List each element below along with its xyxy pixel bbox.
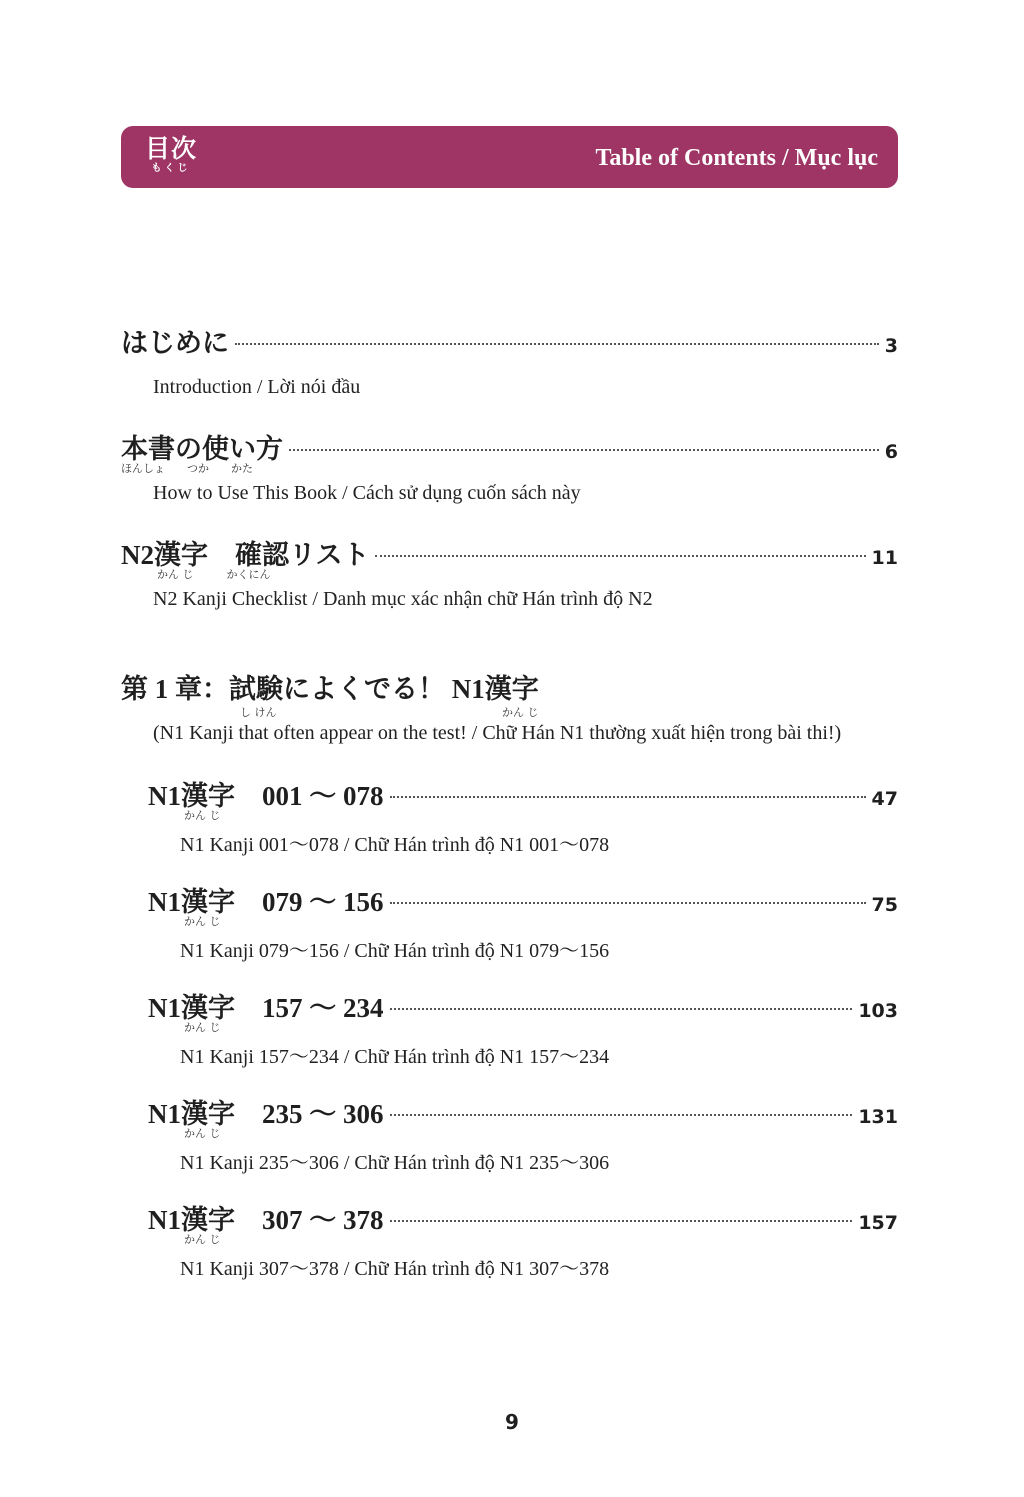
- section-subtitle: N1 Kanji 235～306 / Chữ Hán trình độ N1 235～306: [180, 1152, 610, 1174]
- dot-leader: [390, 1219, 853, 1222]
- toc-entry-introduction[interactable]: [121, 328, 898, 359]
- toc-section-157-234[interactable]: [148, 993, 898, 1034]
- section-title: N1漢字 157 ～ 234: [148, 993, 384, 1023]
- entry-page: 6: [884, 441, 898, 463]
- entry-ruby: ほんしょ つか かた: [121, 462, 253, 476]
- toc-section-079-156[interactable]: [148, 887, 898, 928]
- entry-subtitle: How to Use This Book / Cách sử dụng cuốn sách này: [153, 482, 581, 504]
- section-ruby: かん じ: [184, 915, 221, 929]
- section-subtitle: N1 Kanji 307～378 / Chữ Hán trình độ N1 307～378: [180, 1258, 610, 1280]
- section-page: 103: [858, 1000, 898, 1022]
- header-title: Table of Contents / Mục lục: [595, 145, 878, 171]
- dot-leader: [390, 901, 866, 904]
- entry-title: N2漢字 確認リスト: [121, 540, 370, 570]
- toc-header-bar: [121, 126, 898, 188]
- dot-leader: [289, 448, 879, 451]
- section-ruby: かん じ: [184, 1021, 221, 1035]
- dot-leader: [390, 795, 866, 798]
- entry-title: 本書の使い方: [121, 434, 283, 464]
- dot-leader: [390, 1113, 853, 1116]
- header-jp-ruby: もくじ: [151, 163, 191, 174]
- toc-entry-n2-checklist[interactable]: [121, 540, 898, 581]
- entry-title: はじめに: [121, 328, 229, 358]
- section-page: 75: [871, 894, 898, 916]
- chapter-ruby-shiken: し けん: [240, 706, 277, 719]
- dot-leader: [235, 342, 879, 345]
- section-title: N1漢字 001 ～ 078: [148, 781, 384, 811]
- section-title: N1漢字 235 ～ 306: [148, 1099, 384, 1129]
- section-title: N1漢字 079 ～ 156: [148, 887, 384, 917]
- section-ruby: かん じ: [184, 1233, 221, 1247]
- section-subtitle: N1 Kanji 079～156 / Chữ Hán trình độ N1 079～156: [180, 940, 610, 962]
- entry-page: 11: [871, 547, 898, 569]
- entry-page: 3: [884, 335, 898, 357]
- chapter-subtitle: (N1 Kanji that often appear on the test! / Chữ Hán N1 thường xuất hiện trong bài thi!): [153, 722, 842, 744]
- dot-leader: [390, 1007, 853, 1010]
- section-ruby: かん じ: [184, 809, 221, 823]
- section-page: 157: [858, 1212, 898, 1234]
- toc-section-001-078[interactable]: [148, 781, 898, 822]
- header-jp-title: [141, 136, 201, 174]
- toc-section-307-378[interactable]: [148, 1205, 898, 1246]
- chapter-ruby-kanji: かん じ: [502, 706, 539, 719]
- chapter-title: 第 1 章：試験によくでる！ N1漢字: [121, 674, 539, 704]
- section-subtitle: N1 Kanji 001～078 / Chữ Hán trình độ N1 001～078: [180, 834, 610, 856]
- entry-subtitle: Introduction / Lời nói đầu: [153, 376, 361, 398]
- page-number: 9: [505, 1410, 519, 1434]
- toc-entry-how-to-use[interactable]: [121, 434, 898, 475]
- section-subtitle: N1 Kanji 157～234 / Chữ Hán trình độ N1 157～234: [180, 1046, 610, 1068]
- dot-leader: [375, 554, 865, 557]
- header-jp-kanji: 目次: [144, 134, 197, 163]
- section-title: N1漢字 307 ～ 378: [148, 1205, 384, 1235]
- section-page: 47: [871, 788, 898, 810]
- entry-subtitle: N2 Kanji Checklist / Danh mục xác nhận chữ Hán trình độ N2: [153, 588, 653, 610]
- section-ruby: かん じ: [184, 1127, 221, 1141]
- toc-section-235-306[interactable]: [148, 1099, 898, 1140]
- entry-ruby: かん じ かくにん: [157, 568, 271, 582]
- section-page: 131: [858, 1106, 898, 1128]
